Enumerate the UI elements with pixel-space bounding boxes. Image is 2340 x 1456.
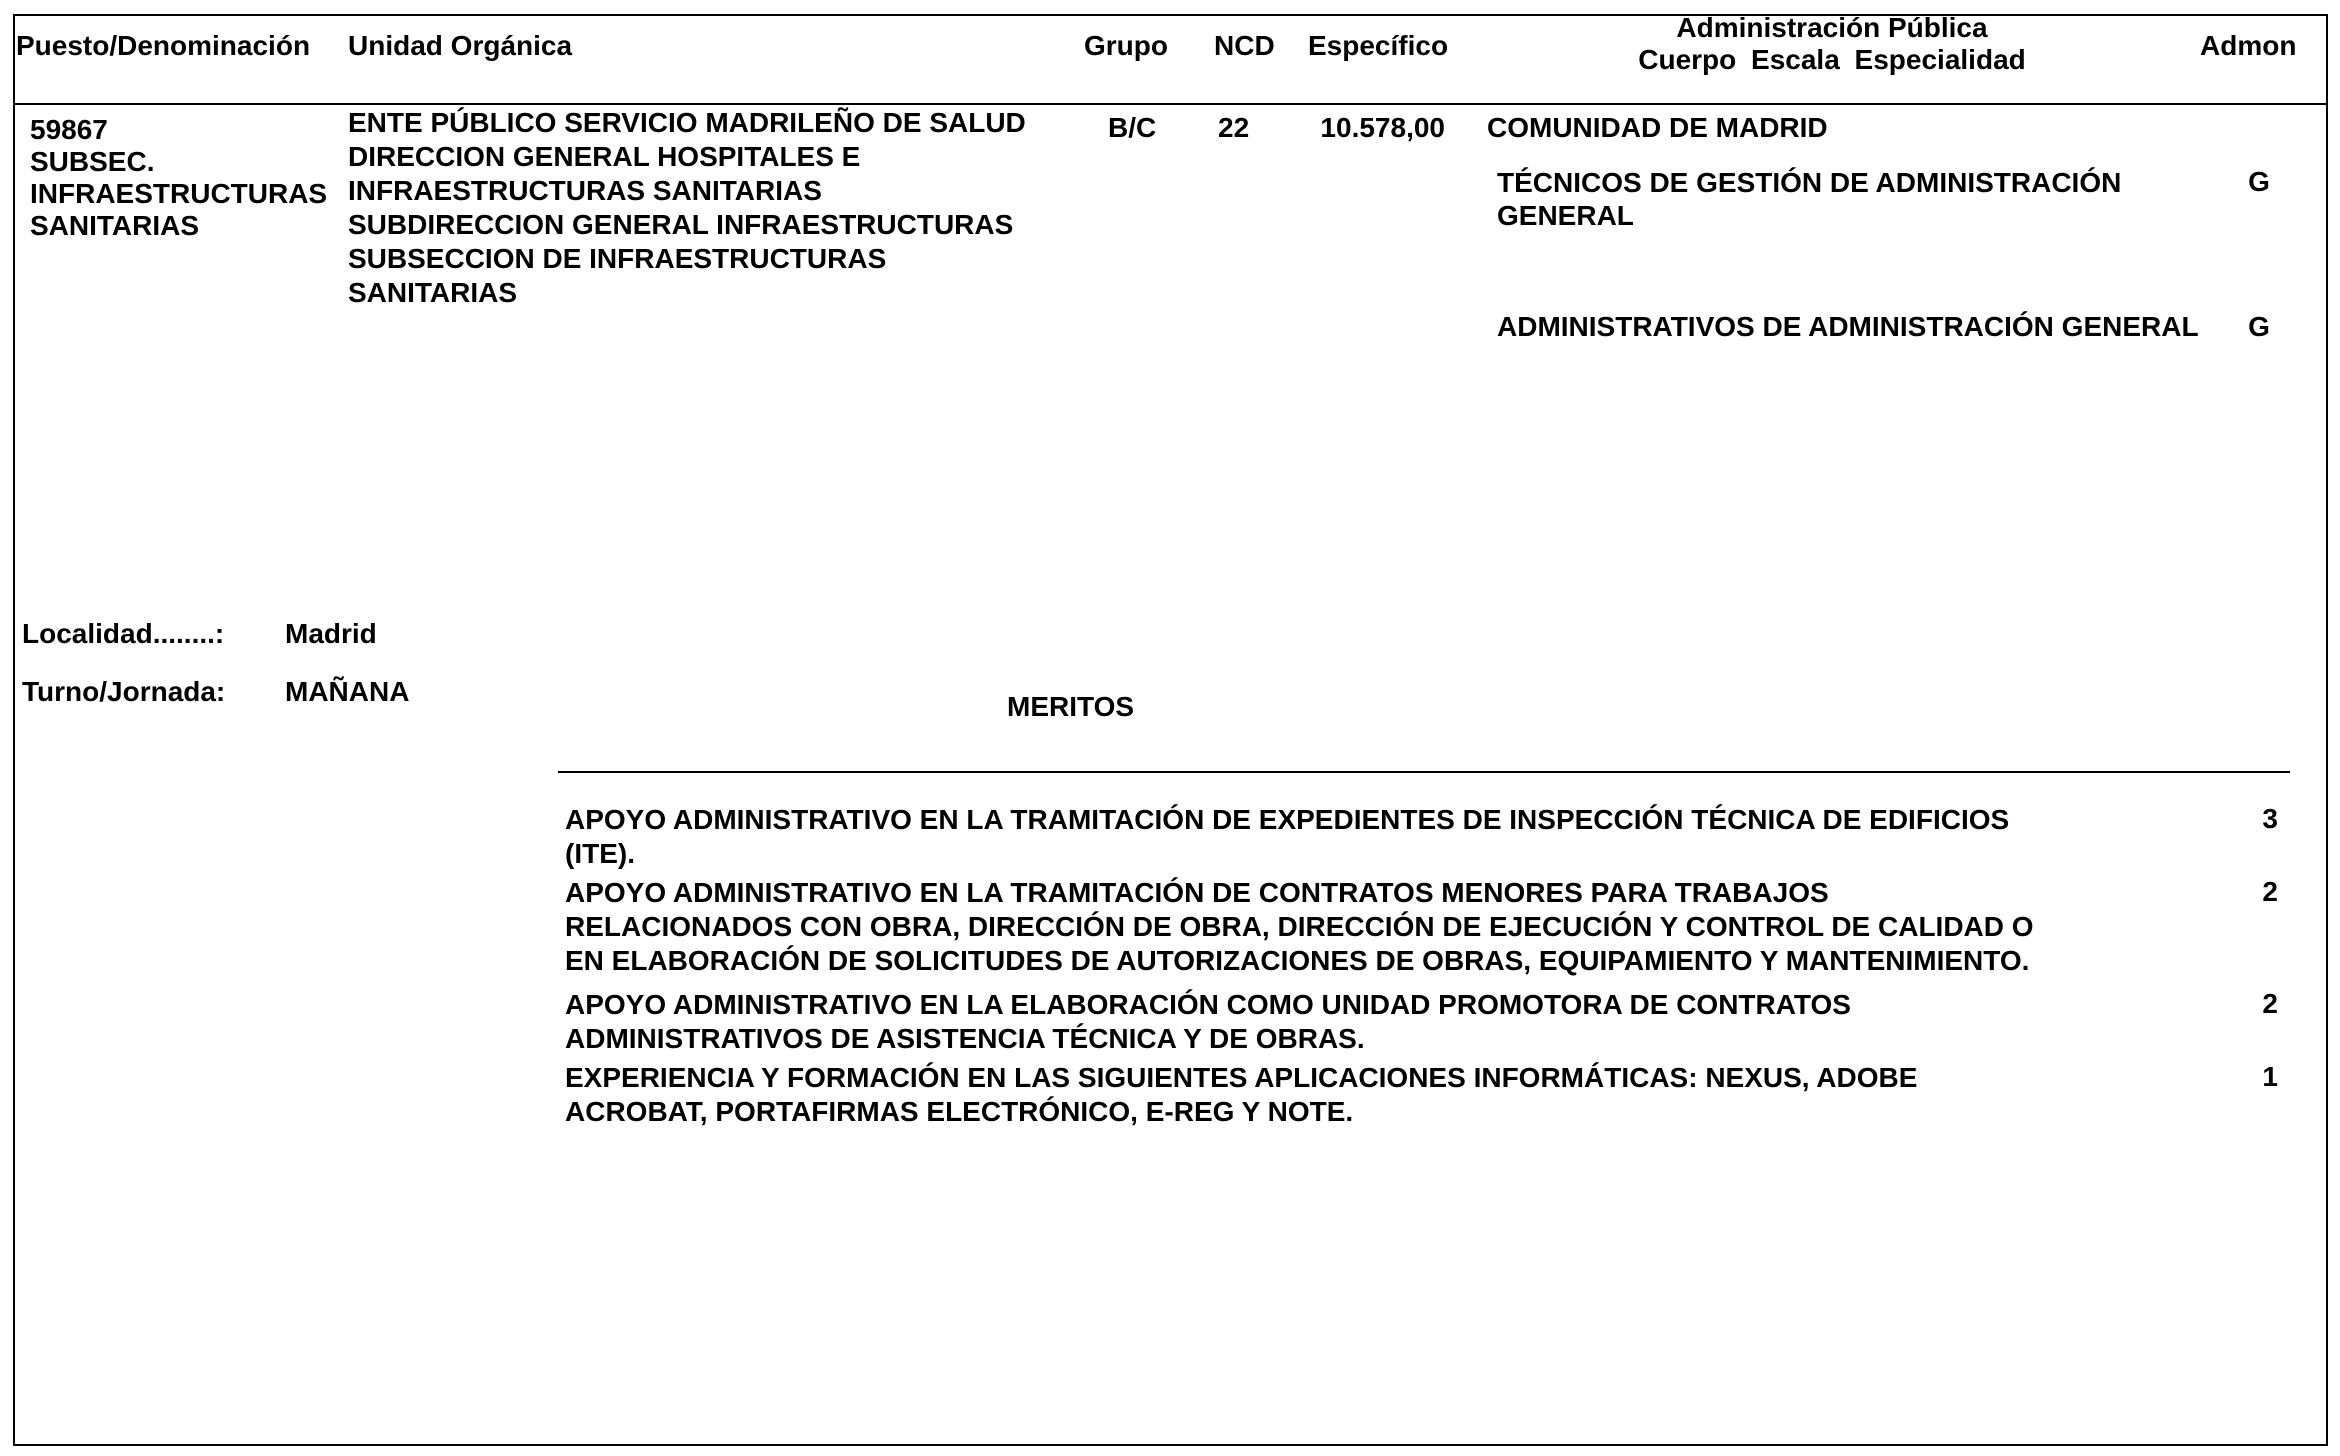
puesto-denominacion-value <box>30 114 327 242</box>
unidad-organica-line: SUBSECCION DE INFRAESTRUCTURAS <box>348 243 887 274</box>
column-header-especifico: Específico <box>1308 30 1449 61</box>
column-header-administracion-line1: Administración Pública <box>1676 12 1988 43</box>
merito-item <box>565 988 1851 1056</box>
merito-item <box>565 803 2009 871</box>
merito-points: 3 <box>2262 803 2278 834</box>
admon-value: G <box>2248 311 2270 342</box>
merito-line: EN ELABORACIÓN DE SOLICITUDES DE AUTORIZACIONES DE OBRAS, EQUIPAMIENTO Y MANTENIMIENTO. <box>565 945 2030 976</box>
localidad-value: Madrid <box>285 618 377 649</box>
puesto-denominacion-line: SANITARIAS <box>30 210 200 241</box>
meritos-section-title: MERITOS <box>1007 691 1135 722</box>
grupo-value: B/C <box>1108 112 1157 143</box>
merito-points: 1 <box>2262 1061 2278 1092</box>
administracion-publica-value: COMUNIDAD DE MADRID <box>1487 112 1828 143</box>
localidad-label: Localidad........: <box>22 618 225 649</box>
merito-line: (ITE). <box>565 838 635 869</box>
unidad-organica-line: DIRECCION GENERAL HOSPITALES E <box>348 141 861 172</box>
unidad-organica-line: ENTE PÚBLICO SERVICIO MADRILEÑO DE SALUD <box>348 107 1026 138</box>
merito-line: APOYO ADMINISTRATIVO EN LA ELABORACIÓN COMO UNIDAD PROMOTORA DE CONTRATOS <box>565 989 1851 1020</box>
puesto-code: 59867 <box>30 114 108 145</box>
cuerpo-line: TÉCNICOS DE GESTIÓN DE ADMINISTRACIÓN <box>1497 167 2122 198</box>
unidad-organica-line: SANITARIAS <box>348 277 518 308</box>
merito-line: ACROBAT, PORTAFIRMAS ELECTRÓNICO, E-REG Y NOTE. <box>565 1096 1354 1127</box>
column-header-unidad-organica: Unidad Orgánica <box>348 30 573 61</box>
unidad-organica-line: SUBDIRECCION GENERAL INFRAESTRUCTURAS <box>348 209 1014 240</box>
turno-jornada-value: MAÑANA <box>285 676 410 707</box>
cuerpo-item <box>1497 166 2121 232</box>
merito-item <box>565 1061 1917 1129</box>
especifico-value: 10.578,00 <box>1320 112 1445 143</box>
unidad-organica-value <box>348 106 1026 310</box>
admon-value: G <box>2248 166 2270 197</box>
column-header-puesto-denominacion: Puesto/Denominación <box>16 30 311 61</box>
turno-jornada-label: Turno/Jornada: <box>22 676 226 707</box>
puesto-denominacion-line: SUBSEC. <box>30 146 155 177</box>
merito-line: RELACIONADOS CON OBRA, DIRECCIÓN DE OBRA, DIRECCIÓN DE EJECUCIÓN Y CONTROL DE CALIDAD O <box>565 911 2034 942</box>
column-header-grupo: Grupo <box>1084 30 1168 61</box>
merito-line: ADMINISTRATIVOS DE ASISTENCIA TÉCNICA Y DE OBRAS. <box>565 1023 1365 1054</box>
cuerpo-line: GENERAL <box>1497 200 1634 231</box>
meritos-divider-line <box>558 771 2290 773</box>
column-header-cuerpo-escala-especialidad: Cuerpo Escala Especialidad <box>1638 44 2026 75</box>
column-header-administracion-publica <box>1622 12 2042 76</box>
ncd-value: 22 <box>1218 112 1250 143</box>
merito-points: 2 <box>2262 876 2278 907</box>
header-divider-line <box>13 103 2328 105</box>
merito-line: EXPERIENCIA Y FORMACIÓN EN LAS SIGUIENTES APLICACIONES INFORMÁTICAS: NEXUS, ADOBE <box>565 1062 1918 1093</box>
cuerpo-item: ADMINISTRATIVOS DE ADMINISTRACIÓN GENERAL <box>1497 311 2199 342</box>
merito-points: 2 <box>2262 988 2278 1019</box>
column-header-admon: Admon <box>2200 30 2297 61</box>
merito-item <box>565 876 2034 978</box>
merito-line: APOYO ADMINISTRATIVO EN LA TRAMITACIÓN DE EXPEDIENTES DE INSPECCIÓN TÉCNICA DE EDIFICIOS <box>565 804 2010 835</box>
unidad-organica-line: INFRAESTRUCTURAS SANITARIAS <box>348 175 822 206</box>
column-header-ncd: NCD <box>1214 30 1275 61</box>
puesto-denominacion-line: INFRAESTRUCTURAS <box>30 178 328 209</box>
merito-line: APOYO ADMINISTRATIVO EN LA TRAMITACIÓN DE CONTRATOS MENORES PARA TRABAJOS <box>565 877 1829 908</box>
